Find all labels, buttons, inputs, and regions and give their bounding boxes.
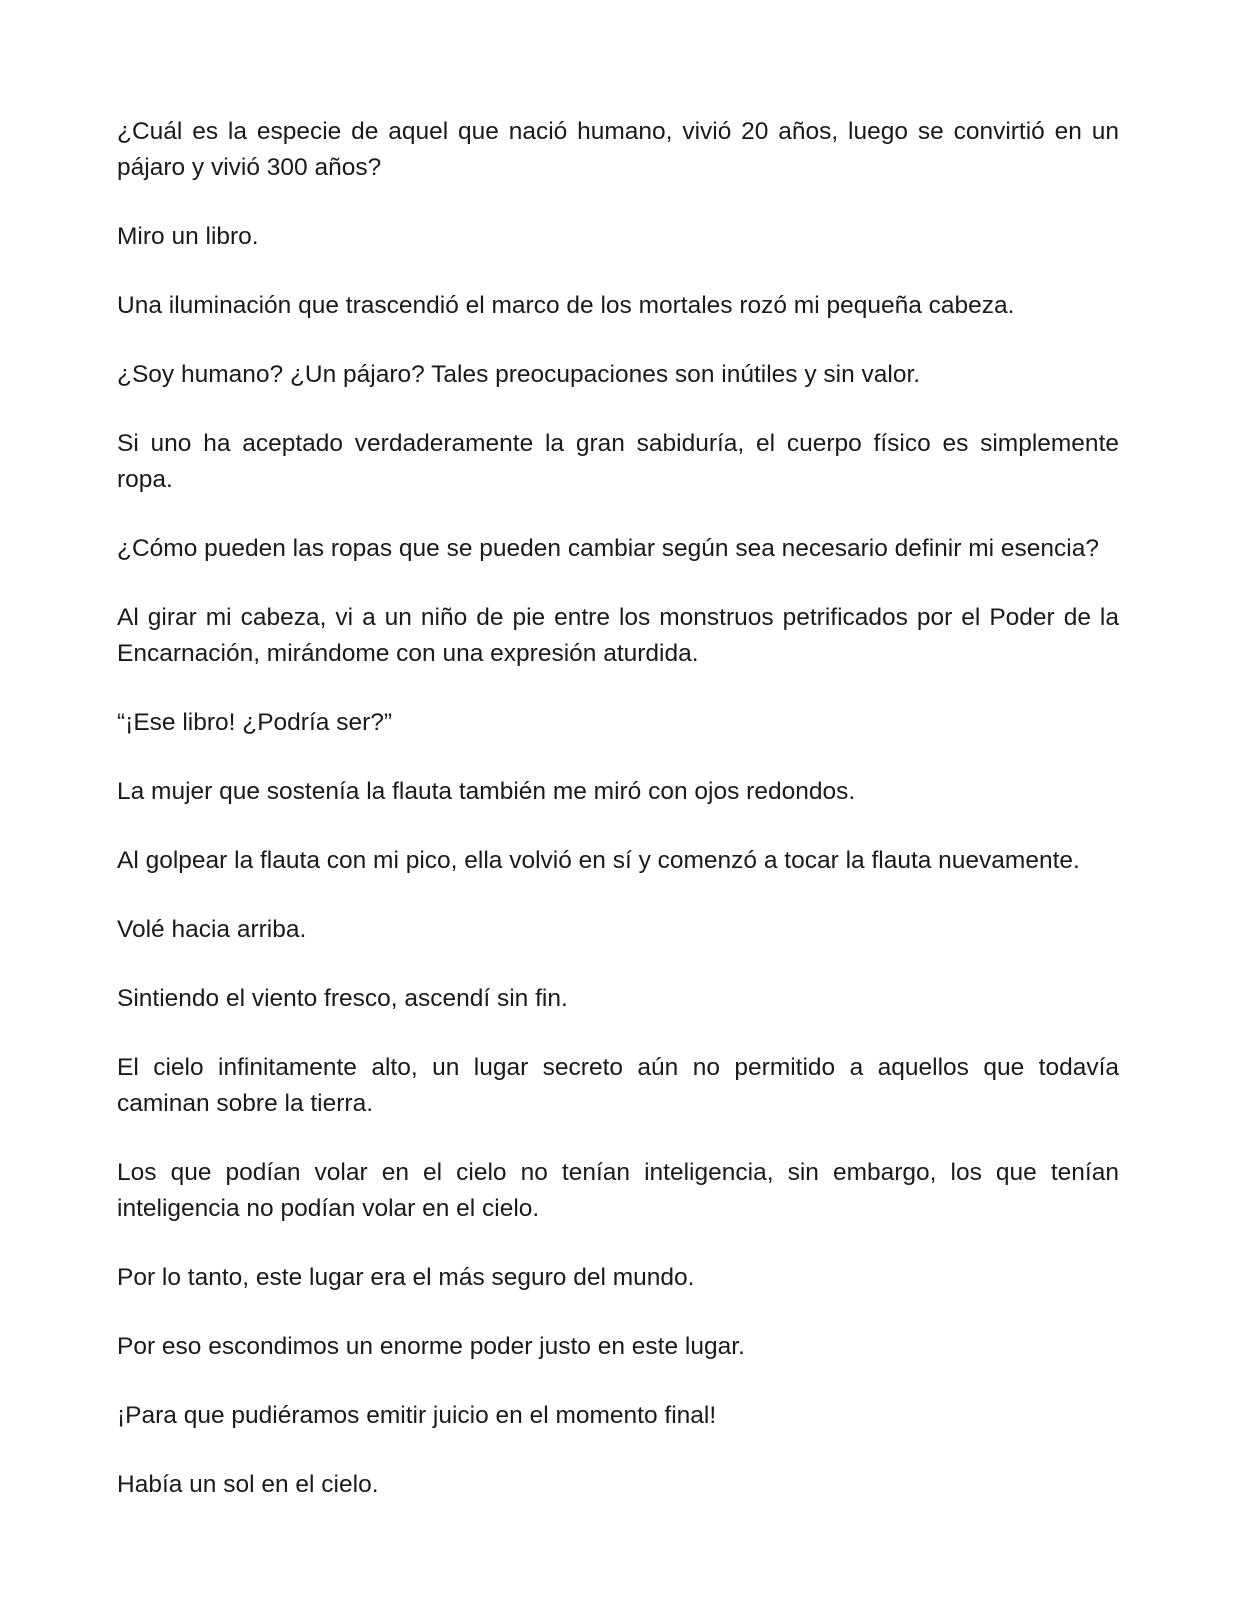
paragraph: La mujer que sostenía la flauta también me miró con ojos redondos. [117, 778, 856, 805]
paragraph: El cielo infinitamente alto, un lugar secreto aún no permitido a aquellos que todavía caminan sobre la tierra. [117, 1054, 1119, 1117]
paragraph: Por lo tanto, este lugar era el más seguro del mundo. [117, 1264, 695, 1291]
paragraph: Al golpear la flauta con mi pico, ella volvió en sí y comenzó a tocar la flauta nuevamente. [117, 847, 1080, 874]
paragraph: Si uno ha aceptado verdaderamente la gran sabiduría, el cuerpo físico es simplemente ropa. [117, 430, 1119, 493]
paragraph: Por eso escondimos un enorme poder justo en este lugar. [117, 1333, 745, 1360]
paragraph: ¿Soy humano? ¿Un pájaro? Tales preocupaciones son inútiles y sin valor. [117, 361, 921, 388]
paragraph: Los que podían volar en el cielo no tenían inteligencia, sin embargo, los que tenían inteligencia no podían volar en el cielo. [117, 1159, 1119, 1222]
paragraph: Miro un libro. [117, 223, 259, 250]
paragraph: ¡Para que pudiéramos emitir juicio en el momento final! [117, 1402, 717, 1429]
paragraph: ¿Cuál es la especie de aquel que nació humano, vivió 20 años, luego se convirtió en un pájaro y vivió 300 años? [117, 118, 1119, 181]
paragraph: Había un sol en el cielo. [117, 1471, 379, 1498]
paragraph: Al girar mi cabeza, vi a un niño de pie entre los monstruos petrificados por el Poder de la Encarnación, mirándome con una expresión aturdida. [117, 604, 1119, 667]
paragraph: ¿Cómo pueden las ropas que se pueden cambiar según sea necesario definir mi esencia? [117, 535, 1099, 562]
paragraph: Volé hacia arriba. [117, 916, 307, 943]
paragraph: Una iluminación que trascendió el marco de los mortales rozó mi pequeña cabeza. [117, 292, 1015, 319]
document-page [117, 114, 1119, 1503]
paragraph: “¡Ese libro! ¿Podría ser?” [117, 709, 393, 736]
paragraph: Sintiendo el viento fresco, ascendí sin fin. [117, 985, 568, 1012]
